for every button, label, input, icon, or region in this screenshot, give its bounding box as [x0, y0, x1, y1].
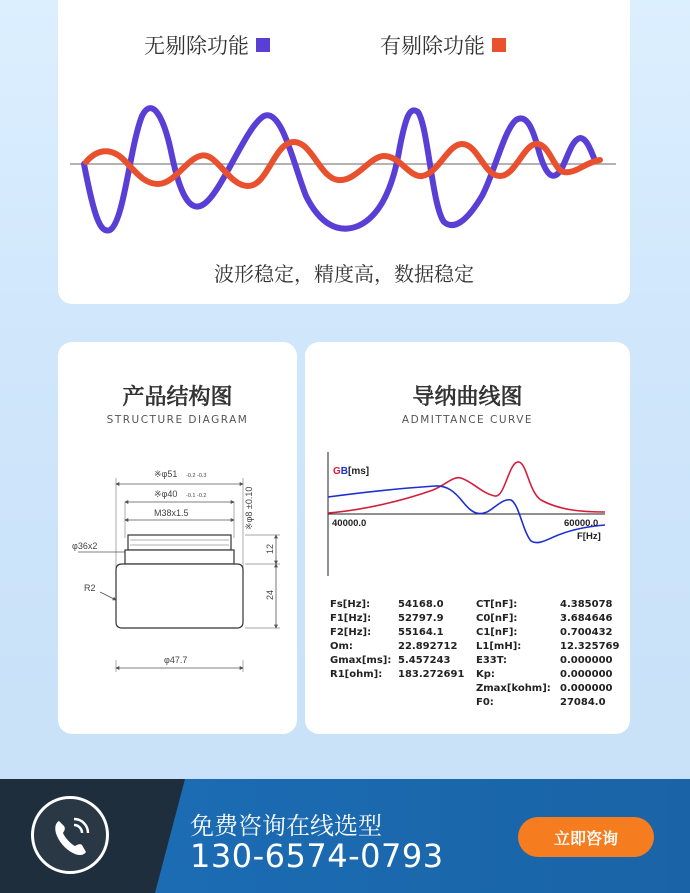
legend-without-rejection	[144, 30, 270, 60]
phone-icon	[31, 796, 109, 874]
param-row	[330, 612, 464, 626]
legend-without-rejection-label: 无剔除功能	[144, 34, 249, 58]
structure-drawing	[58, 342, 297, 734]
structure-diagram-card	[58, 342, 297, 734]
dim-h24: 24	[265, 589, 275, 600]
param-value: 12.325769	[560, 641, 620, 652]
waveform-without-rejection	[84, 108, 594, 230]
param-key: Kp:	[476, 669, 495, 680]
param-key: F1[Hz]:	[330, 613, 372, 624]
param-key: Zmax[kohm]:	[476, 683, 551, 694]
x-unit-label: F[Hz]	[577, 531, 601, 542]
consult-now-button[interactable]: 立即咨询	[518, 817, 654, 857]
y-label-b: B	[340, 466, 349, 477]
admittance-curve-card	[305, 342, 630, 734]
param-key: Gmax[ms]:	[330, 655, 392, 666]
param-row	[476, 682, 619, 696]
param-value: 3.684646	[560, 613, 613, 624]
dim-d40-tol: -0.1 -0.2	[186, 493, 207, 499]
param-row	[476, 612, 619, 626]
admittance-title: 导纳曲线图	[412, 385, 523, 410]
svg-text:GB[ms]	[333, 466, 369, 477]
param-value: 27084.0	[560, 697, 606, 708]
param-row	[476, 654, 619, 668]
param-row	[330, 626, 464, 640]
param-value: 0.000000	[560, 669, 613, 680]
param-row	[476, 626, 619, 640]
dim-d47: φ47.7	[164, 655, 188, 665]
structure-title: 产品结构图	[122, 385, 233, 410]
legend-with-rejection	[380, 30, 506, 60]
param-row	[476, 696, 619, 710]
dim-thread: M38x1.5	[154, 508, 189, 518]
param-key: E33T:	[476, 655, 508, 666]
param-key: L1[mH]:	[476, 641, 522, 652]
param-row	[476, 598, 619, 612]
param-key: F2[Hz]:	[330, 627, 372, 638]
dim-d8: ※φ8 ±0.10	[244, 486, 254, 530]
param-key: F0:	[476, 697, 494, 708]
waveform-graphic	[58, 86, 630, 286]
param-value: 4.385078	[560, 599, 613, 610]
dim-d36: φ36x2	[72, 541, 98, 551]
dim-d40: ※φ40	[154, 489, 178, 499]
param-key: Fs[Hz]:	[330, 599, 371, 610]
wave-caption: 波形稳定，精度高，数据稳定	[214, 262, 474, 286]
param-value: 54168.0	[398, 599, 444, 610]
param-value: 0.700432	[560, 627, 613, 638]
param-value: 5.457243	[398, 655, 451, 666]
param-value: 183.272691	[398, 669, 465, 680]
structure-subtitle: STRUCTURE DIAGRAM	[106, 414, 249, 426]
x-end-label: 60000.0	[564, 518, 599, 529]
orange-swatch-icon	[492, 38, 506, 52]
param-row	[330, 598, 464, 612]
param-row	[476, 640, 619, 654]
param-value: 0.000000	[560, 655, 613, 666]
param-row	[330, 668, 464, 682]
purple-swatch-icon	[256, 38, 270, 52]
params-left	[330, 598, 464, 682]
dim-d51-tol: -0.2 -0.3	[186, 473, 207, 479]
wave-comparison-card	[58, 0, 630, 304]
param-key: C1[nF]:	[476, 627, 518, 638]
legend-with-rejection-label: 有剔除功能	[380, 34, 485, 58]
param-row	[330, 640, 464, 654]
dim-h12: 12	[265, 543, 275, 554]
param-value: 52797.9	[398, 613, 444, 624]
param-row	[330, 654, 464, 668]
param-key: Om:	[330, 641, 353, 652]
dim-d51: ※φ51	[154, 469, 178, 479]
dim-r2: R2	[84, 583, 96, 593]
admittance-subtitle: ADMITTANCE CURVE	[401, 414, 534, 426]
params-right	[476, 598, 619, 710]
admittance-plot	[305, 342, 630, 582]
param-key: C0[nF]:	[476, 613, 518, 624]
y-label-g: G	[333, 466, 341, 477]
param-key: R1[ohm]:	[330, 669, 383, 680]
cta-phone-number[interactable]: 130-6574-0793	[190, 837, 444, 875]
param-row	[476, 668, 619, 682]
param-value: 55164.1	[398, 627, 444, 638]
cta-title: 免费咨询在线选型	[190, 812, 382, 840]
param-key: CT[nF]:	[476, 599, 518, 610]
x-start-label: 40000.0	[332, 518, 367, 529]
y-label-unit: [ms]	[348, 466, 370, 477]
param-value: 22.892712	[398, 641, 458, 652]
param-value: 0.000000	[560, 683, 613, 694]
